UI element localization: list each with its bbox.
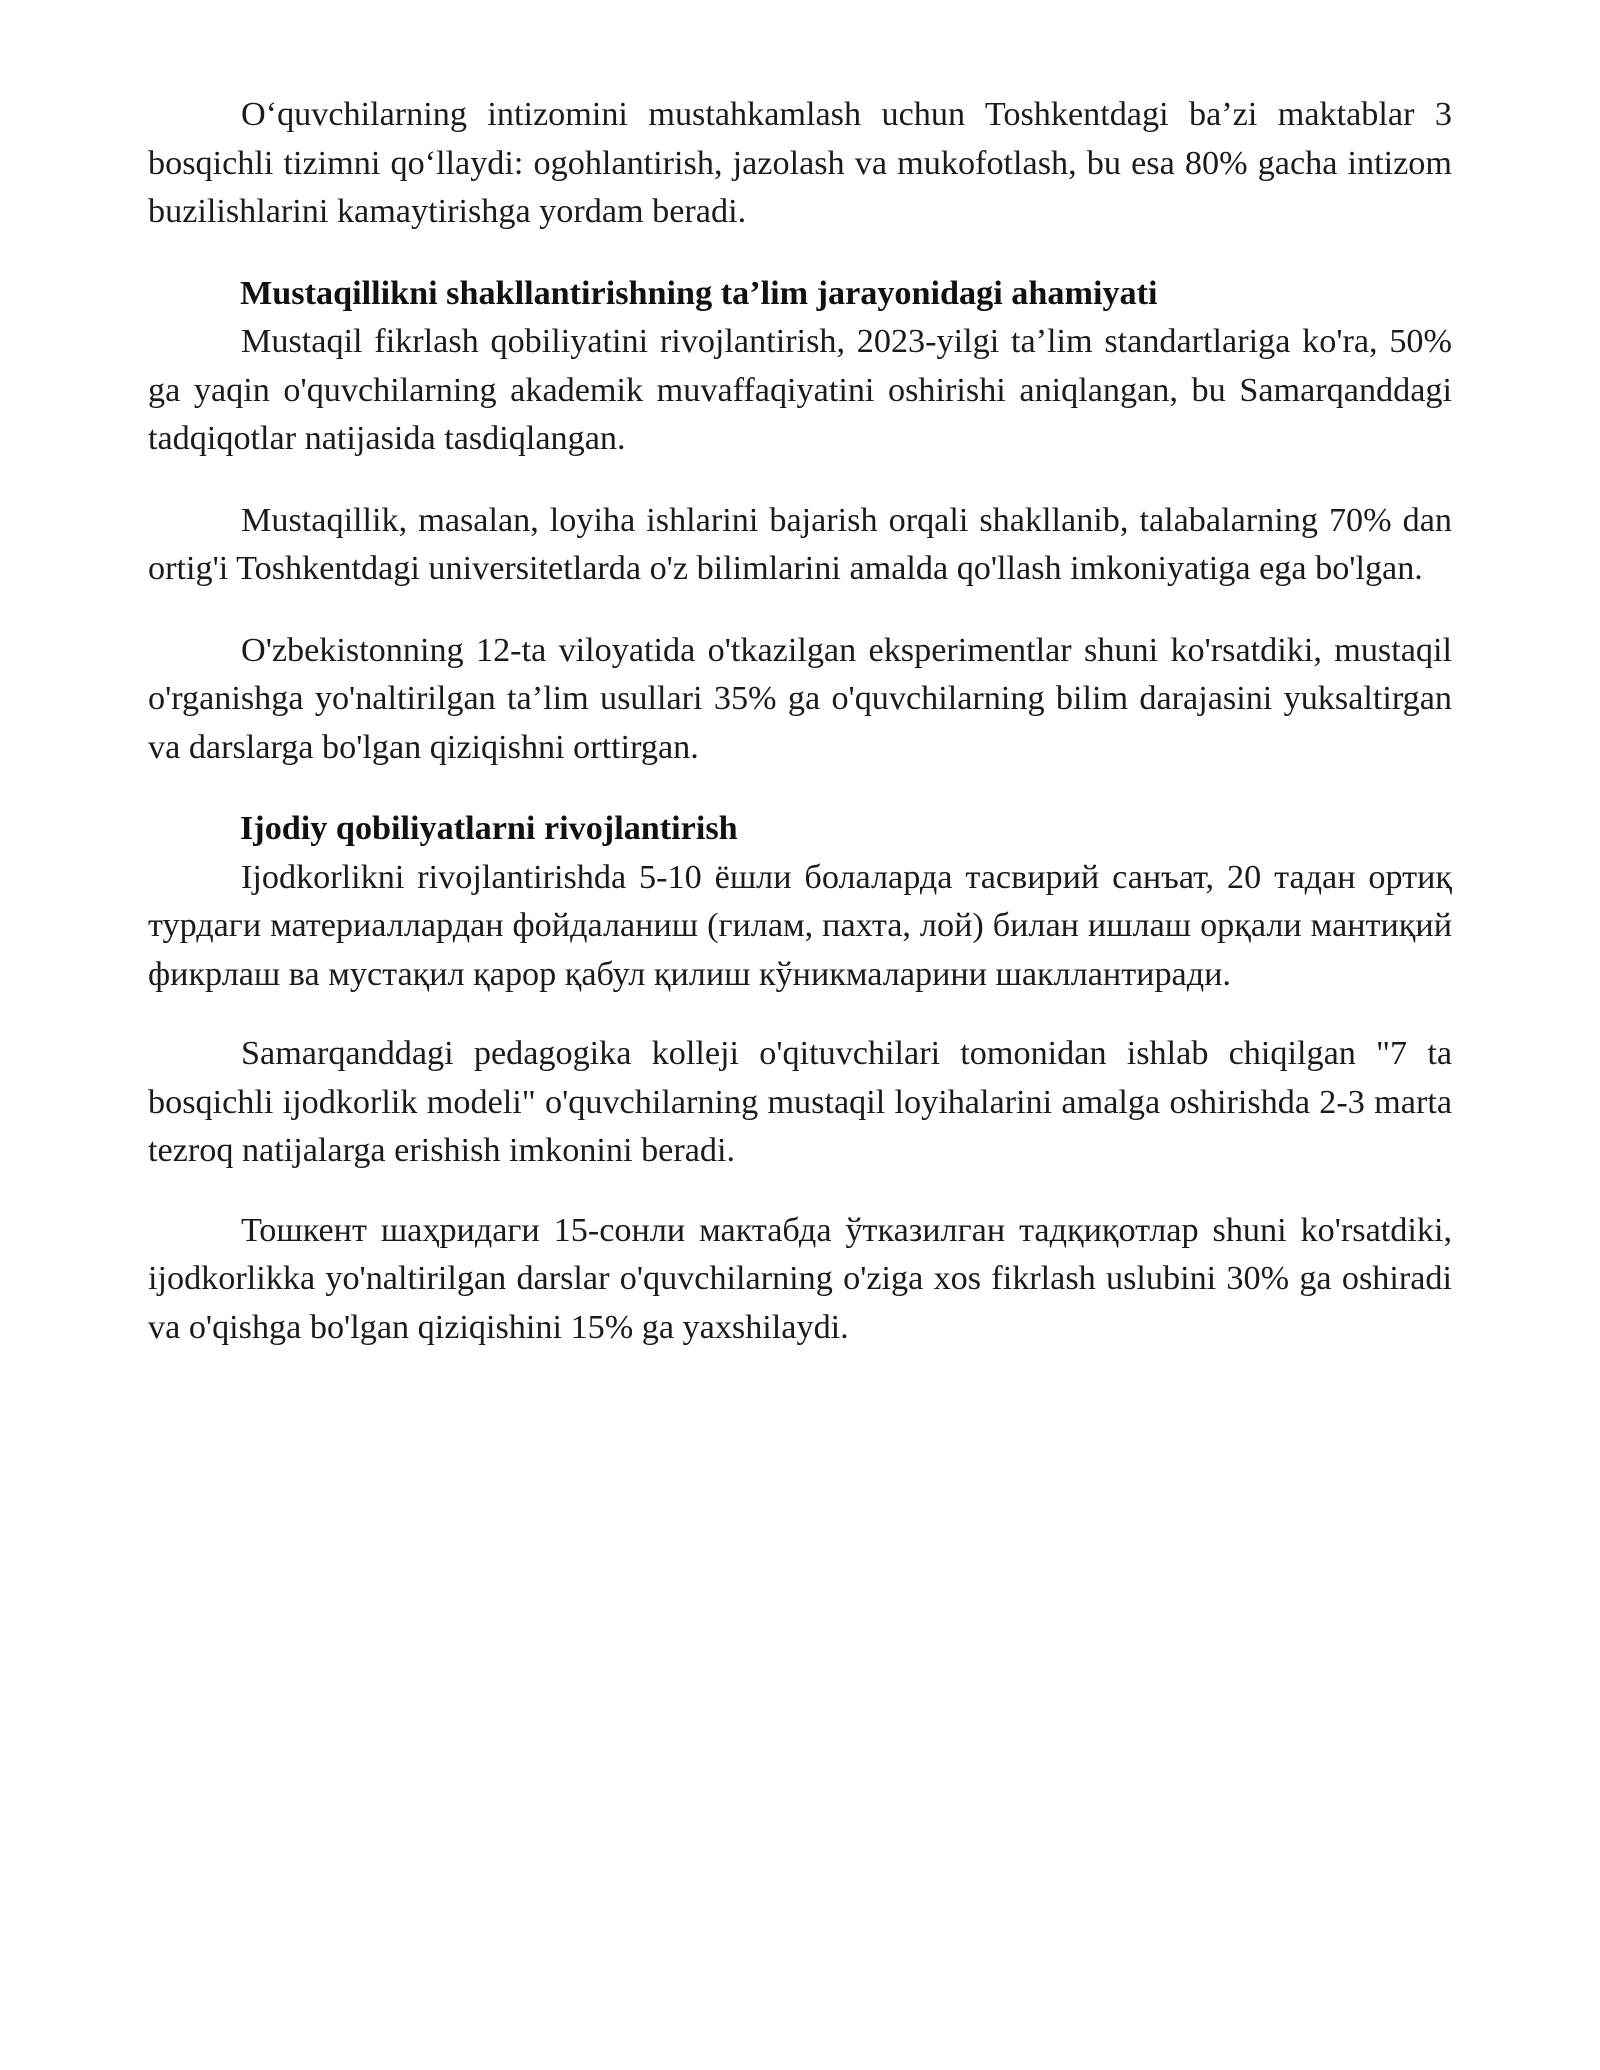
document-page <box>148 91 1452 1352</box>
paragraph-project-work: Mustaqillik, masalan, loyiha ishlarini bajarish orqali shakllanib, talabalarning 70% dan ortig'i Toshkentdagi universitetlarda o'z bilimlarini amalda qo'llash imkoniyatiga ega bo'lgan. <box>148 501 1452 587</box>
section-heading-creativity: Ijodiy qobiliyatlarni rivojlantirish <box>240 810 738 847</box>
paragraph-experiments: O'zbekistonning 12-ta viloyatida o'tkazilgan eksperimentlar shuni ko'rsatdiki, mustaqil o'rganishga yo'naltirilgan ta’lim usullari 35% ga o'quvchilarning bilim darajasini yuksaltirgan va darslarga bo'lgan qiziqishni orttirgan. <box>148 631 1452 766</box>
paragraph-visual-arts: Ijodkorlikni rivojlantirishda 5-10 ёшли болаларда тасвирий санъат, 20 тадан ортиқ турдаги материаллардан фойдаланиш (гилам, пахта, лой) билан ишлаш орқали мантиқий фикрлаш ва мустақил қарор қабул қилиш кўникмаларини шакллантиради. <box>148 858 1452 993</box>
paragraph-creativity-model: Samarqanddagi pedagogika kolleji o'qituvchilari tomonidan ishlab chiqilgan "7 ta bosqichli ijodkorlik modeli" o'quvchilarning mustaqil loyihalarini amalga oshirishda 2-3 marta tezroq natijalarga erishish imkonini beradi. <box>148 1035 1452 1169</box>
paragraph-school-research: Тошкент шаҳридаги 15-сонли мактабда ўтказилган тадқиқотлар shuni ko'rsatdiki, ijodkorlikka yo'naltirilgan darslar o'quvchilarning o'ziga xos fikrlash uslubini 30% ga oshiradi va o'qishga bo'lgan qiziqishini 15% ga yaxshilaydi. <box>148 1211 1452 1346</box>
section-heading-independence: Mustaqillikni shakllantirishning ta’lim jarayonidagi ahamiyati <box>240 274 1158 312</box>
paragraph-independent-thinking: Mustaqil fikrlash qobiliyatini rivojlantirish, 2023-yilgi ta’lim standartlariga ko'ra, 50% ga yaqin o'quvchilarning akademik muvaffaqiyatini oshirishi aniqlangan, bu Samarqanddagi tadqiqotlar natijasida tasdiqlangan. <box>148 323 1452 457</box>
paragraph-discipline: O‘quvchilarning intizomini mustahkamlash uchun Toshkentdagi ba’zi maktablar 3 bosqichli tizimni qo‘llaydi: ogohlantirish, jazolash va mukofotlash, bu esa 80% gacha intizom buzilishlarini kamaytirishga yordam beradi. <box>148 96 1452 230</box>
